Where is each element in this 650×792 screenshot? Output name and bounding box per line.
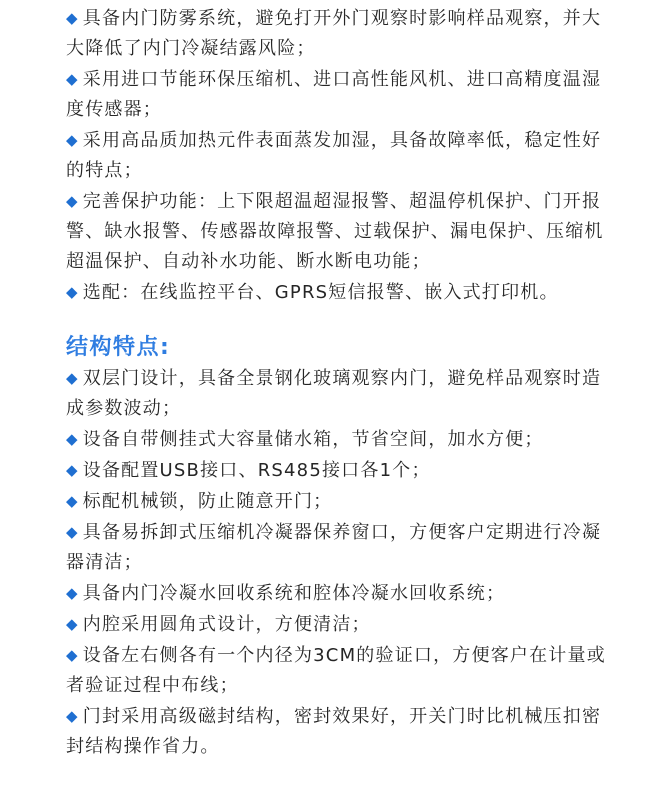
features-list (66, 3, 606, 308)
structure-section (66, 333, 606, 762)
diamond-icon: ◆ (66, 615, 79, 633)
section-heading: 结构特点: (66, 335, 171, 360)
feature-item (66, 3, 606, 64)
structure-text: 双层门设计，具备全景钢化玻璃观察内门，避免样品观察时造成参数波动； (66, 368, 602, 419)
diamond-icon: ◆ (66, 461, 79, 479)
structure-item (66, 578, 606, 609)
structure-text: 具备易拆卸式压缩机冷凝器保养窗口，方便客户定期进行冷凝器清洁； (66, 522, 602, 573)
structure-text: 设备配置USB接口、RS485接口各1个； (82, 460, 431, 481)
diamond-icon: ◆ (66, 584, 79, 602)
diamond-icon: ◆ (66, 9, 79, 27)
feature-text: 采用高品质加热元件表面蒸发加湿，具备故障率低，稳定性好的特点； (66, 130, 602, 181)
diamond-icon: ◆ (66, 131, 79, 149)
structure-item (66, 424, 606, 455)
feature-text: 具备内门防雾系统，避免打开外门观察时影响样品观察，并大大降低了内门冷凝结露风险； (66, 8, 602, 59)
feature-text: 采用进口节能环保压缩机、进口高性能风机、进口高精度温湿度传感器； (66, 69, 602, 120)
feature-text: 选配：在线监控平台、GPRS短信报警、嵌入式打印机。 (82, 282, 559, 303)
diamond-icon: ◆ (66, 707, 79, 725)
diamond-icon: ◆ (66, 192, 79, 210)
diamond-icon: ◆ (66, 492, 79, 510)
structure-item (66, 517, 606, 578)
feature-item (66, 186, 606, 277)
diamond-icon: ◆ (66, 283, 79, 301)
diamond-icon: ◆ (66, 523, 79, 541)
feature-text: 完善保护功能：上下限超温超湿报警、超温停机保护、门开报警、缺水报警、传感器故障报警、过载保护、漏电保护、压缩机超温保护、自动补水功能、断水断电功能； (66, 191, 604, 272)
feature-item (66, 64, 606, 125)
structure-item (66, 455, 606, 486)
diamond-icon: ◆ (66, 646, 79, 664)
diamond-icon: ◆ (66, 369, 79, 387)
structure-text: 内腔采用圆角式设计，方便清洁； (82, 614, 371, 635)
structure-text: 设备自带侧挂式大容量储水箱，节省空间，加水方便； (82, 429, 544, 450)
structure-item (66, 609, 606, 640)
structure-text: 标配机械锁，防止随意开门； (82, 491, 333, 512)
structure-text: 门封采用高级磁封结构，密封效果好，开关门时比机械压扣密封结构操作省力。 (66, 706, 602, 757)
structure-text: 设备左右侧各有一个内径为3CM的验证口，方便客户在计量或者验证过程中布线； (66, 645, 606, 696)
diamond-icon: ◆ (66, 430, 79, 448)
feature-item (66, 277, 606, 308)
structure-text: 具备内门冷凝水回收系统和腔体冷凝水回收系统； (82, 583, 506, 604)
structure-item (66, 640, 606, 701)
diamond-icon: ◆ (66, 70, 79, 88)
structure-item (66, 363, 606, 424)
structure-item (66, 486, 606, 517)
structure-item (66, 701, 606, 762)
feature-item (66, 125, 606, 186)
